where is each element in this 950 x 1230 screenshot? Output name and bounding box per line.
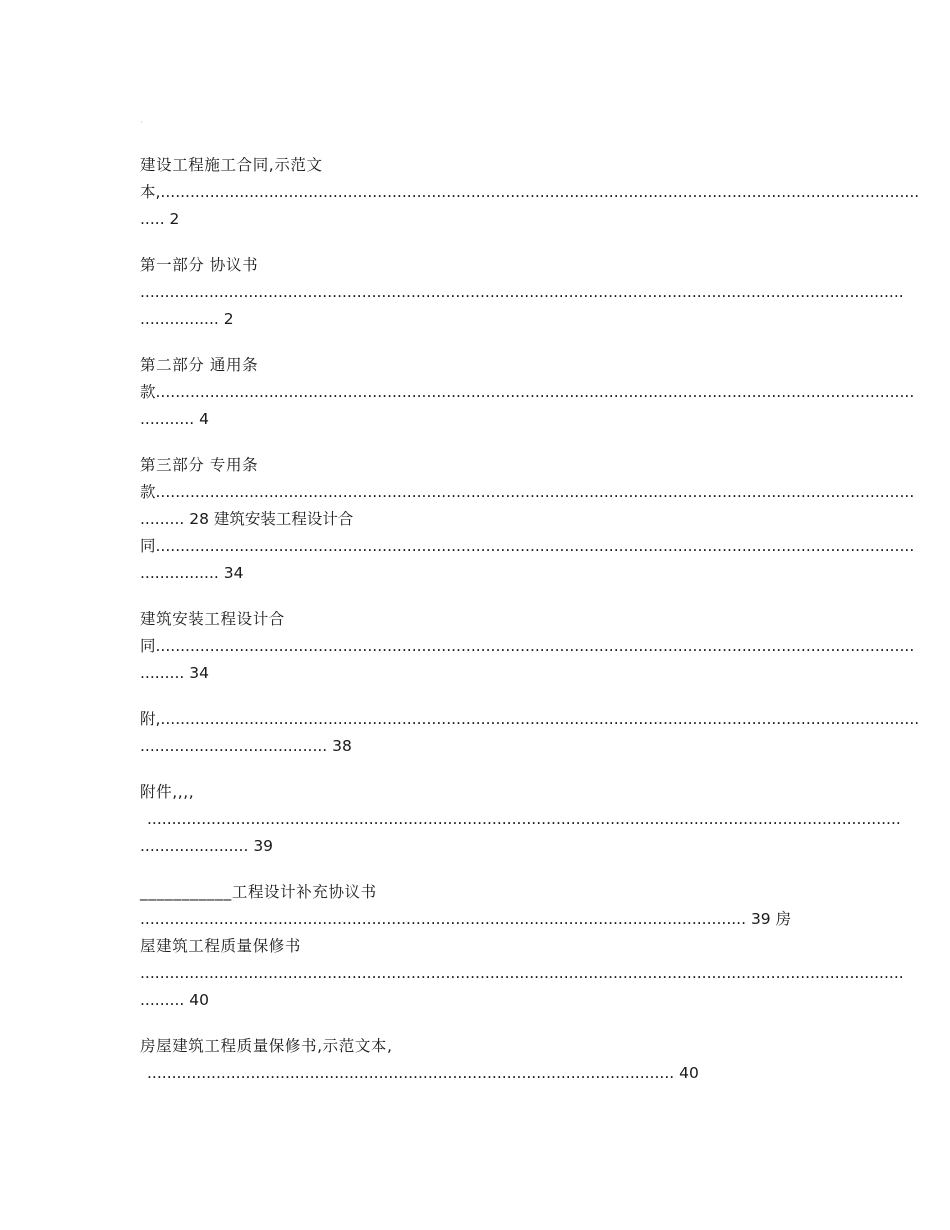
toc-line: 附件,,,, (140, 783, 195, 801)
toc-line: 款.......................................................................................................................................................... (140, 383, 915, 401)
toc-line: 建设工程施工合同,示范文 (140, 156, 323, 174)
toc-line: ......... 34 (140, 664, 209, 682)
toc-line: 第三部分 专用条 (140, 456, 259, 474)
toc-line: 第一部分 协议书 (140, 256, 259, 274)
toc-line: 第二部分 通用条 (140, 356, 259, 374)
toc-line: 附,.......................................................................................................................................................... (140, 710, 920, 728)
page-mark: ` (140, 121, 144, 129)
toc-line: ........................................................................................................................... 39 房 (140, 910, 792, 928)
toc-line: ........................................................................................................................................................... (140, 964, 904, 982)
toc-line: ......................................................................................................................................................... (147, 810, 901, 828)
toc-line: ...................................... 38 (140, 737, 352, 755)
toc-line: ................ 34 (140, 564, 244, 582)
toc-line: ___________工程设计补充协议书 (140, 883, 377, 901)
toc-line: ........................................................................................................................................................... (140, 283, 904, 301)
toc-line: 屋建筑工程质量保修书 (140, 937, 302, 955)
toc-line: ........................................................................................................... 40 (147, 1064, 699, 1082)
toc-line: ......... 28 建筑安装工程设计合 (140, 510, 354, 528)
toc-line: 同.......................................................................................................................................................... (140, 637, 915, 655)
toc-line: 房屋建筑工程质量保修书,示范文本, (140, 1037, 393, 1055)
toc-line: 款.......................................................................................................................................................... (140, 483, 915, 501)
toc-line: ......... 40 (140, 991, 209, 1009)
toc-line: ...................... 39 (140, 837, 274, 855)
toc-line: 同.......................................................................................................................................................... (140, 537, 915, 555)
toc-line: 建筑安装工程设计合 (140, 610, 285, 628)
toc-line: ................ 2 (140, 310, 234, 328)
toc-line: ..... 2 (140, 210, 180, 228)
toc-line: 本,.......................................................................................................................................................... (140, 183, 920, 201)
toc-line: ........... 4 (140, 410, 209, 428)
